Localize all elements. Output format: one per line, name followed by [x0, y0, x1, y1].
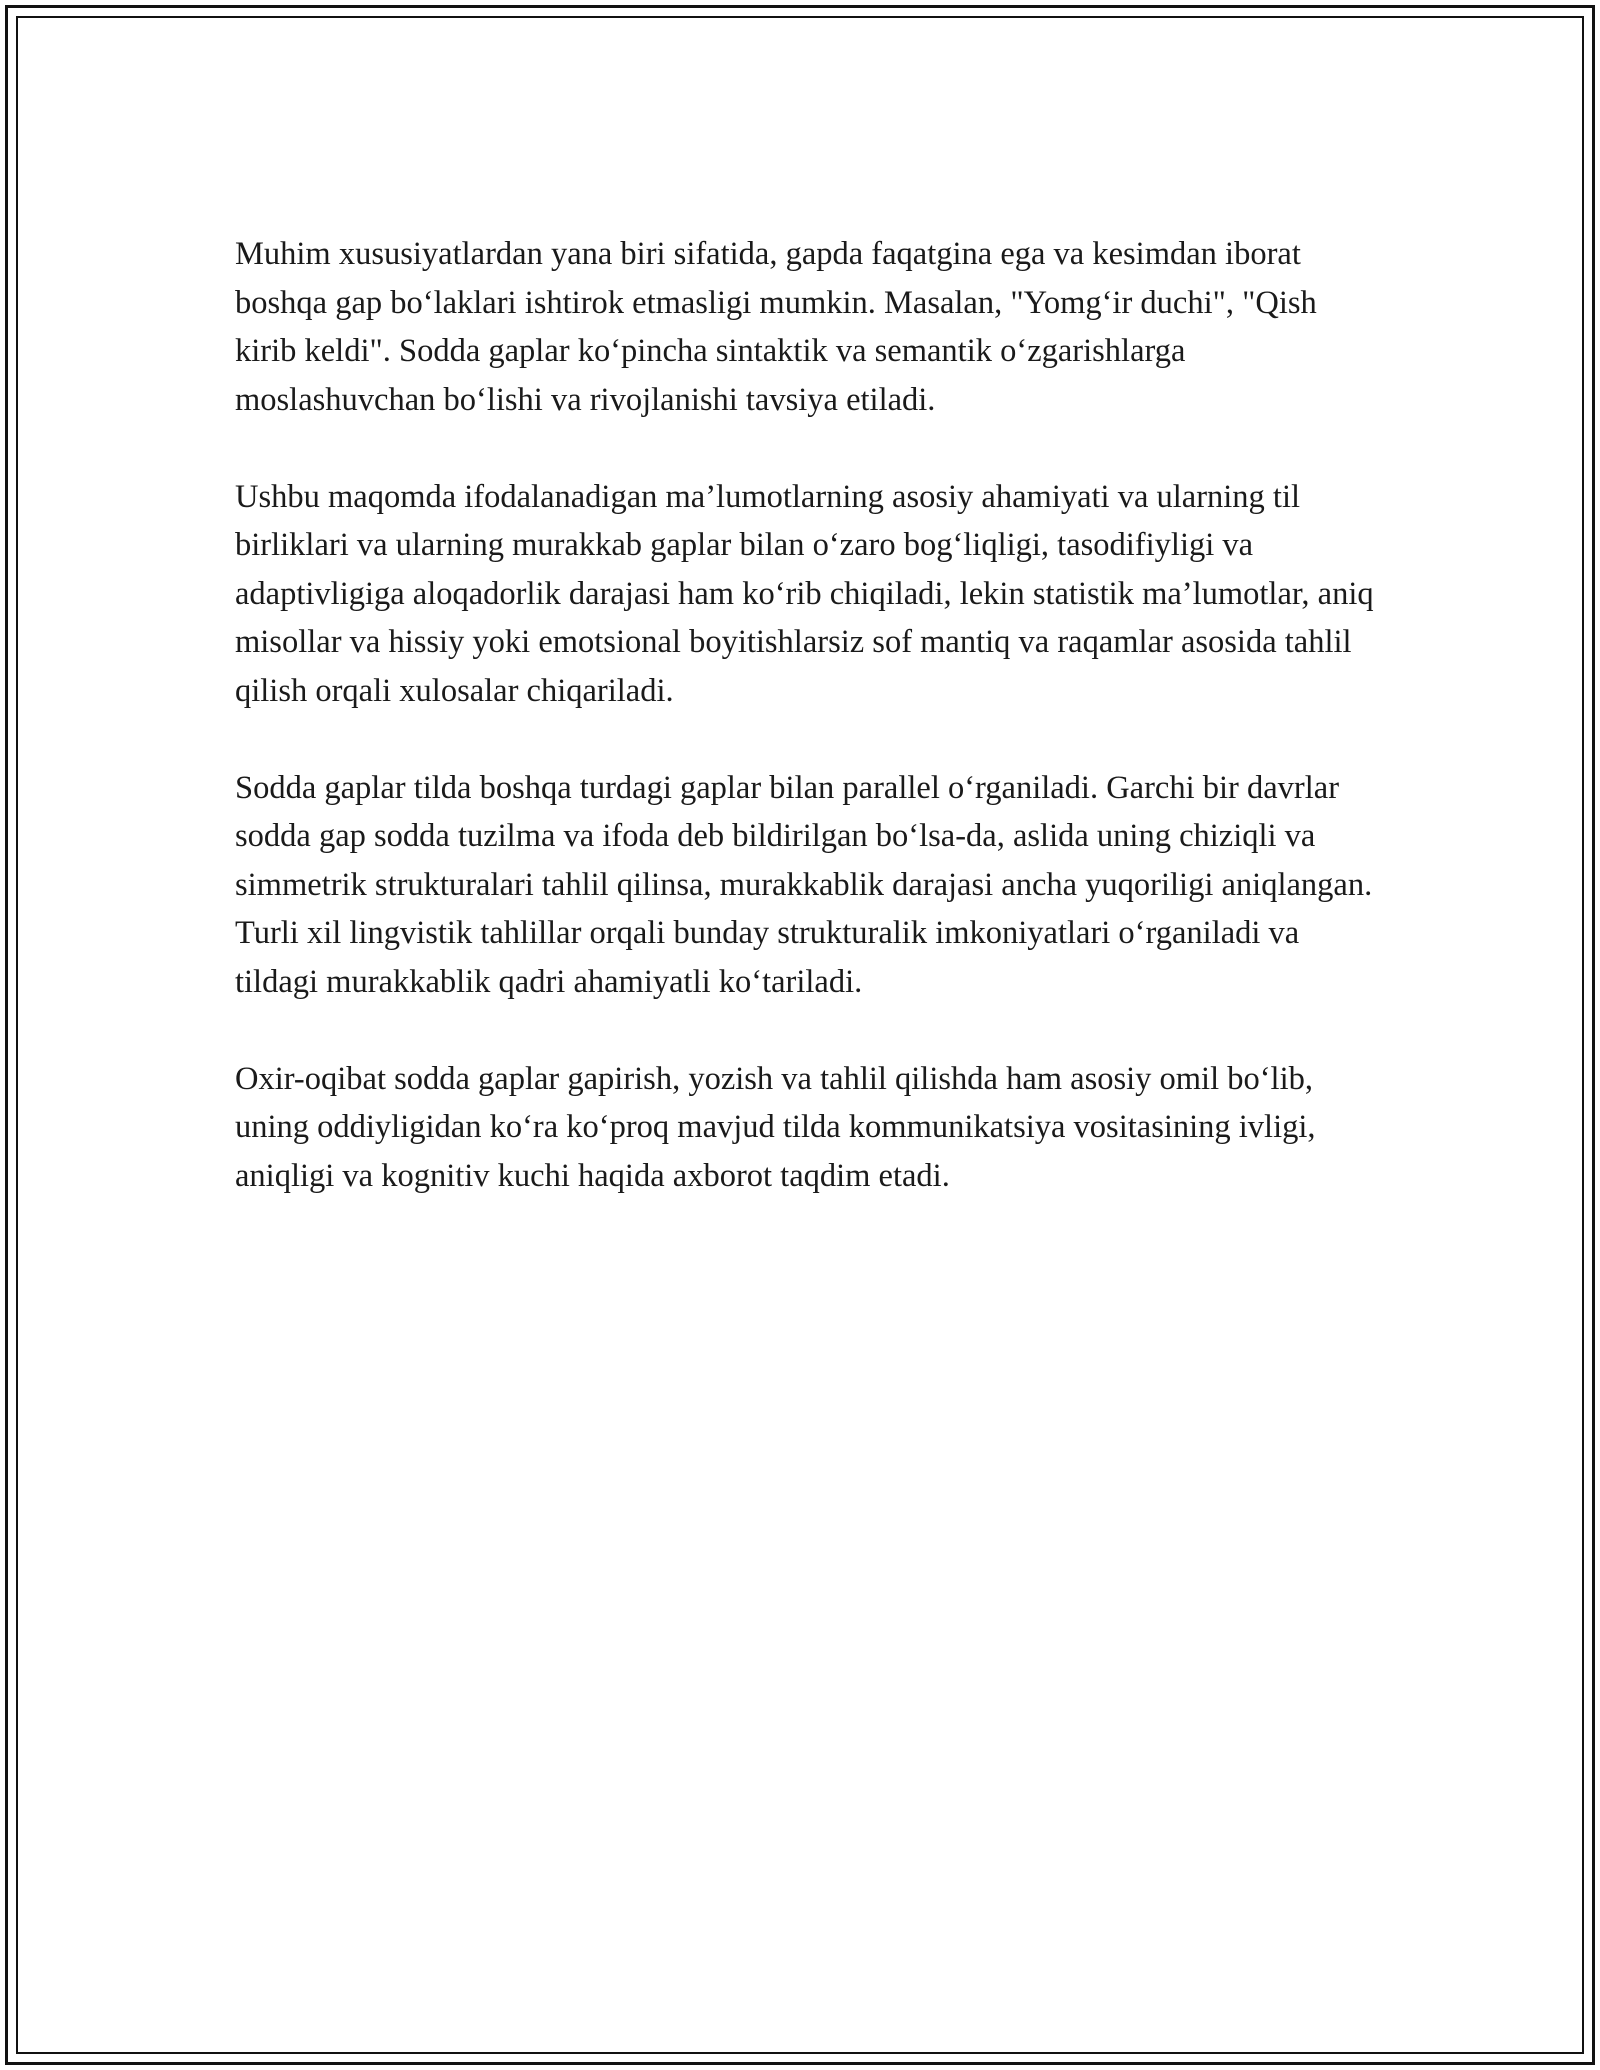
paragraph-3: Sodda gaplar tilda boshqa turdagi gaplar bilan parallel o‘rganiladi. Garchi bir davrlar sodda gap sodda tuzilma va ifoda deb bildirilgan bo‘lsa-da, aslida uning chiziqli va simmetrik strukturalari tahlil qilinsa, murakkablik darajasi ancha yuqoriligi aniqlangan. Turli xil lingvistik tahlillar orqali bunday strukturalik imkoniyatlari o‘rganiladi va tildagi murakkablik qadri ahamiyatli ko‘tariladi.	[235, 769, 1373, 1000]
document-body	[235, 230, 1375, 1249]
paragraph-4: Oxir-oqibat sodda gaplar gapirish, yozish va tahlil qilishda ham asosiy omil bo‘lib, uning oddiyligidan ko‘ra ko‘proq mavjud tilda kommunikatsiya vositasining ivligi, aniqligi va kognitiv kuchi haqida axborot taqdim etadi.	[235, 1060, 1316, 1194]
paragraph-1: Muhim xususiyatlardan yana biri sifatida, gapda faqatgina ega va kesimdan iborat boshqa gap bo‘laklari ishtirok etmasligi mumkin. Masalan, "Yomg‘ir duchi", "Qish kirib keldi". Sodda gaplar ko‘pincha sintaktik va semantik o‘zgarishlarga moslashuvchan bo‘lishi va rivojlanishi tavsiya etiladi.	[235, 236, 1317, 418]
paragraph-2: Ushbu maqomda ifodalanadigan ma’lumotlarning asosiy ahamiyati va ularning til birliklari va ularning murakkab gaplar bilan o‘zaro bog‘liqligi, tasodifiyligi va adaptivligiga aloqadorlik darajasi ham ko‘rib chiqiladi, lekin statistik ma’lumotlar, aniq misollar va hissiy yoki emotsional boyitishlarsiz sof mantiq va raqamlar asosida tahlil qilish orqali xulosalar chiqariladi.	[235, 478, 1374, 709]
